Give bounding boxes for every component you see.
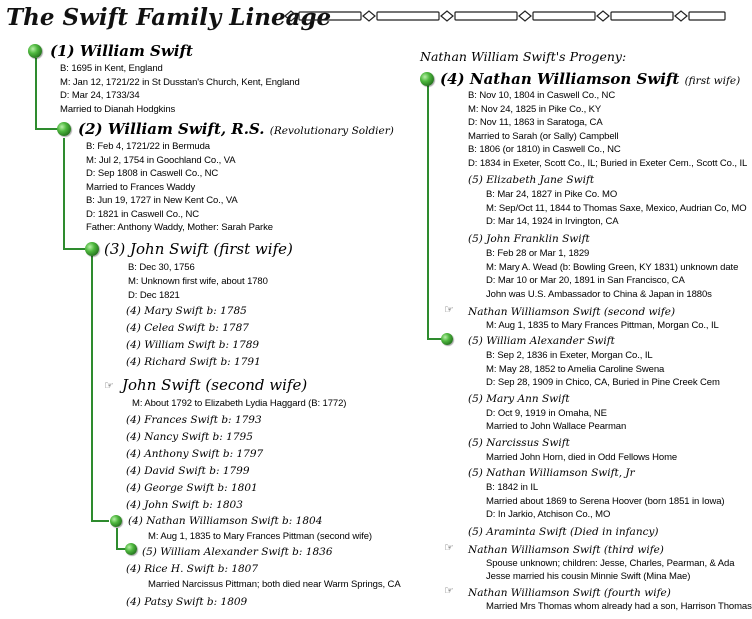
child-entry: (4) William Swift b: 1789 [126, 339, 260, 351]
detail-line: D: Dec 1821 [128, 290, 180, 301]
person-name: (1) William Swift [50, 42, 193, 60]
detail-line: M: Aug 1, 1835 to Mary Frances Pittman, Morgan Co., IL [486, 320, 719, 331]
detail-line: Married to Sarah (or Sally) Campbell [468, 131, 619, 142]
detail-line: B: Feb 28 or Mar 1, 1829 [486, 248, 590, 259]
detail-line: Married to John Wallace Pearman [486, 421, 627, 432]
green-ball-bullet-icon [125, 543, 137, 555]
detail-line: D: Sep 28, 1909 in Chico, CA, Buried in Pine Creek Cem [486, 377, 720, 388]
detail-line: M: About 1792 to Elizabeth Lydia Haggard (B: 1772) [132, 398, 347, 409]
detail-line: Married John Horn, died in Odd Fellows Home [486, 452, 678, 463]
person-name-text: (4) Nathan Williamson Swift [440, 70, 680, 88]
detail-line: D: 1834 in Exeter, Scott Co., IL; Buried in Exeter Cem., Scott Co., IL [468, 158, 748, 169]
child-entry: (4) Celea Swift b: 1787 [126, 322, 249, 334]
tree-line [63, 138, 65, 250]
child-entry: (4) Anthony Swift b: 1797 [126, 448, 264, 460]
person-name: (4) Nathan Williamson Swift b: 1804 [128, 515, 323, 527]
pointing-hand-icon: ☞ [444, 303, 454, 316]
green-ball-bullet-icon [28, 44, 42, 58]
green-ball-bullet-icon [420, 72, 434, 86]
person-name: Nathan Williamson Swift (second wife) [468, 306, 676, 318]
detail-line: Married Mrs Thomas whom already had a son, Harrison Thomas [486, 601, 752, 612]
detail-line: D: In Jarkio, Atchison Co., MO [486, 509, 611, 520]
pointing-hand-icon: ☞ [444, 584, 454, 597]
child-entry: (4) Richard Swift b: 1791 [126, 356, 261, 368]
person-name: John Swift (second wife) [122, 376, 308, 394]
child-entry: (5) Mary Ann Swift [468, 393, 570, 405]
detail-line: Married about 1869 to Serena Hoover (born 1851 in Iowa) [486, 496, 725, 507]
child-entry: (4) Mary Swift b: 1785 [126, 305, 247, 317]
child-entry: (5) Narcissus Swift [468, 437, 570, 449]
green-ball-bullet-icon [110, 515, 122, 527]
detail-line: B: 1806 (or 1810) in Caswell Co., NC [468, 144, 621, 155]
green-ball-bullet-icon [441, 333, 453, 345]
person-name: (5) William Alexander Swift [468, 335, 615, 347]
detail-line: B: 1695 in Kent, England [60, 63, 163, 74]
child-entry: (4) Patsy Swift b: 1809 [126, 596, 248, 608]
detail-line: Married to Frances Waddy [86, 182, 196, 193]
detail-line: Spouse unknown; children: Jesse, Charles, Pearman, & Ada [486, 558, 735, 569]
tree-line [116, 528, 118, 550]
page-title: The Swift Family Lineage [6, 4, 332, 31]
detail-line: Married to Dianah Hodgkins [60, 104, 176, 115]
person-name [78, 120, 394, 140]
detail-line: John was U.S. Ambassador to China & Japan in 1880s [486, 289, 712, 300]
detail-line: D: Nov 11, 1863 in Saratoga, CA [468, 117, 603, 128]
detail-line: B: Sep 2, 1836 in Exeter, Morgan Co., IL [486, 350, 653, 361]
detail-line: B: Nov 10, 1804 in Caswell Co., NC [468, 90, 616, 101]
child-entry: (4) Rice H. Swift b: 1807 [126, 563, 259, 575]
detail-line: B: Feb 4, 1721/22 in Bermuda [86, 141, 210, 152]
detail-line: B: 1842 in IL [486, 482, 539, 493]
green-ball-bullet-icon [57, 122, 71, 136]
detail-line: D: 1821 in Caswell Co., NC [86, 209, 200, 220]
section-heading: Nathan William Swift's Progeny: [420, 49, 627, 64]
child-entry: (5) Araminta Swift (Died in infancy) [468, 526, 659, 538]
detail-line: B: Jun 19, 1727 in New Kent Co., VA [86, 195, 238, 206]
tree-line [427, 84, 429, 340]
detail-line: D: Mar 10 or Mar 20, 1891 in San Francisco, CA [486, 275, 685, 286]
detail-line: Father: Anthony Waddy, Mother: Sarah Parke [86, 222, 273, 233]
person-name-text: (2) William Swift, R.S. [78, 120, 265, 138]
detail-line: M: Sep/Oct 11, 1844 to Thomas Saxe, Mexico, Audrian Co, MO [486, 203, 747, 214]
pointing-hand-icon: ☞ [104, 379, 114, 392]
tree-line [91, 520, 109, 522]
detail-line: M: Nov 24, 1825 in Pike Co., KY [468, 104, 602, 115]
child-entry: (5) Elizabeth Jane Swift [468, 174, 595, 186]
chain-divider [285, 9, 727, 23]
tree-line [91, 256, 93, 522]
pointing-hand-icon: ☞ [444, 541, 454, 554]
child-entry: (5) Nathan Williamson Swift, Jr [468, 467, 635, 479]
child-entry: (4) Frances Swift b: 1793 [126, 414, 262, 426]
detail-line: M: Aug 1, 1835 to Mary Frances Pittman (second wife) [148, 531, 372, 542]
detail-line: M: Jul 2, 1754 in Goochland Co., VA [86, 155, 236, 166]
child-entry: (4) John Swift b: 1803 [126, 499, 243, 511]
person-note: (first wife) [684, 75, 741, 87]
child-entry: (4) George Swift b: 1801 [126, 482, 258, 494]
child-entry: (4) Nancy Swift b: 1795 [126, 431, 253, 443]
detail-line: M: Mary A. Wead (b: Bowling Green, KY 1831) unknown date [486, 262, 739, 273]
detail-line: Jesse married his cousin Minnie Swift (Mina Mae) [486, 571, 691, 582]
person-name: Nathan Williamson Swift (third wife) [468, 544, 664, 556]
tree-line [35, 58, 37, 130]
person-name [440, 70, 740, 90]
detail-line: D: Mar 14, 1924 in Irvington, CA [486, 216, 619, 227]
detail-line: D: Mar 24, 1733/34 [60, 90, 140, 101]
detail-line: M: May 28, 1852 to Amelia Caroline Swena [486, 364, 665, 375]
detail-line: Married Narcissus Pittman; both died near Warm Springs, CA [148, 579, 401, 590]
detail-line: M: Unknown first wife, about 1780 [128, 276, 268, 287]
detail-line: M: Jan 12, 1721/22 in St Dusstan's Church, Kent, England [60, 77, 300, 88]
detail-line: D: Sep 1808 in Caswell Co., NC [86, 168, 219, 179]
person-name: (3) John Swift (first wife) [104, 240, 293, 258]
child-entry: (5) John Franklin Swift [468, 233, 590, 245]
person-note: (Revolutionary Soldier) [269, 125, 394, 137]
detail-line: B: Dec 30, 1756 [128, 262, 195, 273]
tree-line [35, 128, 59, 130]
green-ball-bullet-icon [85, 242, 99, 256]
person-name: Nathan Williamson Swift (fourth wife) [468, 587, 671, 599]
person-name: (5) William Alexander Swift b: 1836 [142, 546, 333, 558]
tree-line [63, 248, 85, 250]
detail-line: D: Oct 9, 1919 in Omaha, NE [486, 408, 607, 419]
detail-line: B: Mar 24, 1827 in Pike Co. MO [486, 189, 618, 200]
child-entry: (4) David Swift b: 1799 [126, 465, 250, 477]
